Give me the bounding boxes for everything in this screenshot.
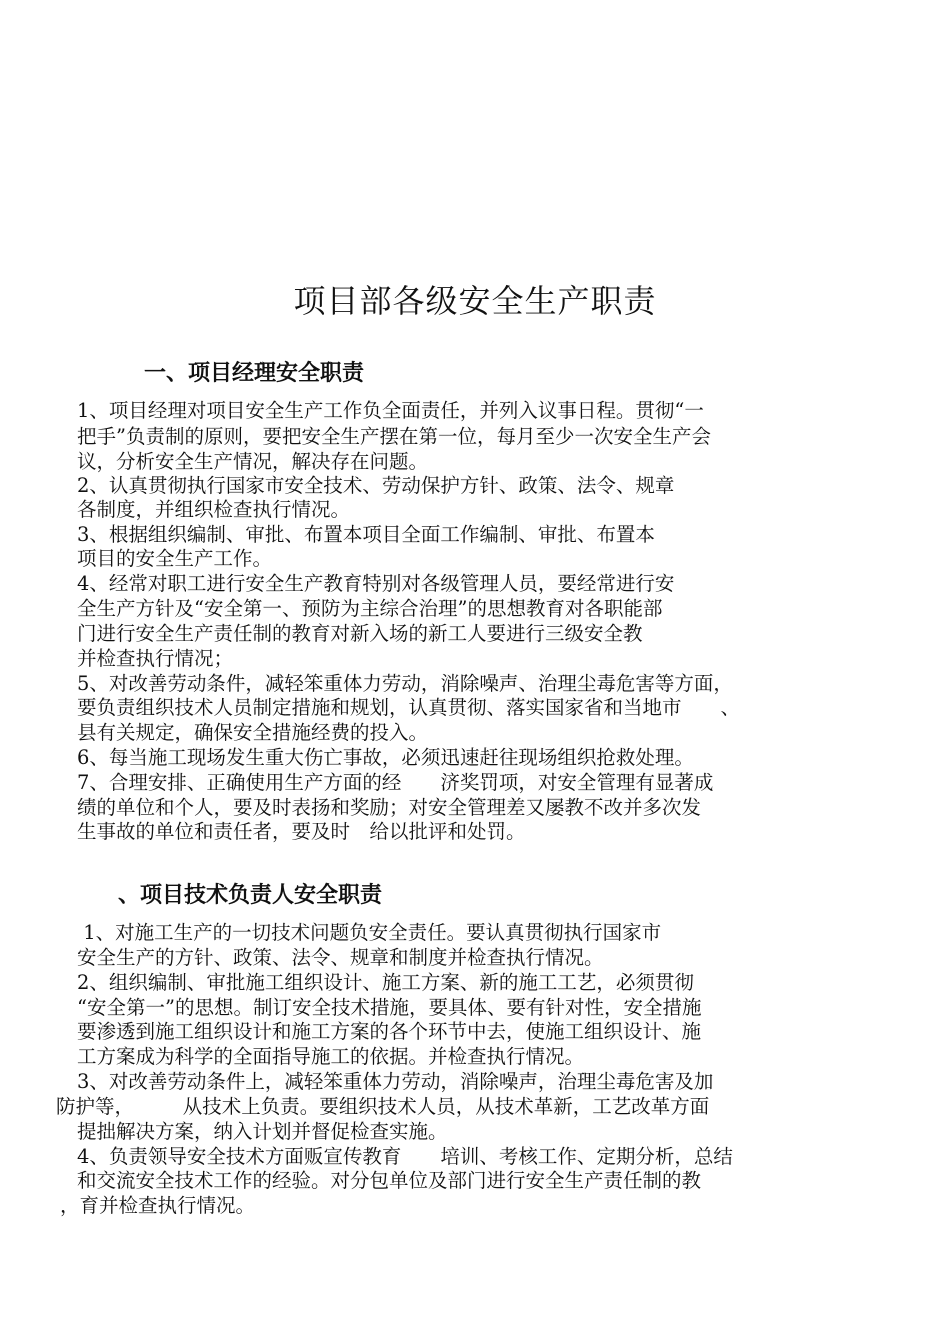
text-line: 各制度，并组织检查执行情况。 <box>77 498 351 521</box>
text-line: 门进行安全生产责任制的教育对新入场的新工人要进行三级安全教 <box>77 622 643 645</box>
text-line: 4、负责领导安全技术方面贩宣传教育 培训、考核工作、定期分析，总结 <box>77 1145 733 1168</box>
text-line: 1、对施工生产的一切技术问题负安全责任。要认真贯彻执行国家市 <box>77 921 662 944</box>
text-line: 县有关规定，确保安全措施经费的投入。 <box>77 721 429 744</box>
text-line: 项目的安全生产工作。 <box>77 547 273 570</box>
text-line: 6、每当施工现场发生重大伤亡事故，必须迅速赶往现场组织抢救处理。 <box>77 746 694 769</box>
text-line: ，育并检查执行情况。 <box>60 1194 256 1217</box>
text-line: 提拙解决方案，纳入计划并督促检查实施。 <box>77 1120 448 1143</box>
text-line: 2、认真贯彻执行国家市安全技术、劳动保护方针、政策、法令、规章 <box>77 474 675 497</box>
text-line: 生事故的单位和责任者，要及时 给以批评和处罚。 <box>77 820 526 843</box>
text-line: 把手”负责制的原则，要把安全生产摆在第一位，每月至少一次安全生产会 <box>77 425 711 448</box>
text-line: 2、组织编制、审批施工组织设计、施工方案、新的施工工艺，必须贯彻 <box>77 971 694 994</box>
text-line: “安全第一”的思想。制订安全技术措施，要具体、要有针对性，安全措施 <box>77 996 702 1019</box>
section-heading-technical-lead: 、项目技术负责人安全职责 <box>118 883 383 908</box>
text-line: 要负责组织技术人员制定措施和规划，认真贯彻、落实国家省和当地市 、 <box>77 696 741 719</box>
document-title: 项目部各级安全生产职责 <box>293 282 657 320</box>
text-line: 绩的单位和个人，要及时表扬和奖励；对安全管理差又屡教不改并多次发 <box>77 796 702 819</box>
text-line: 7、合理安排、正确使用生产方面的经 济奖罚项，对安全管理有显著成 <box>77 771 714 794</box>
text-line: 和交流安全技术工作的经验。对分包单位及部门进行安全生产责任制的教 <box>77 1169 702 1192</box>
text-line: 安全生产的方针、政策、法令、规章和制度并检查执行情况。 <box>77 946 604 969</box>
text-line: 1、项目经理对项目安全生产工作负全面责任，并列入议事日程。贯彻“一 <box>77 399 704 422</box>
text-line: 要渗透到施工组织设计和施工方案的各个环节中去，使施工组织设计、施 <box>77 1020 702 1043</box>
text-line: 防护等， 从技术上负责。要组织技术人员，从技术革新，工艺改革方面 <box>56 1095 710 1118</box>
text-line: 3、对改善劳动条件上，减轻笨重体力劳动，消除噪声，治理尘毒危害及加 <box>77 1070 714 1093</box>
text-line: 议，分析安全生产情况，解决存在问题。 <box>77 450 429 473</box>
text-line: 4、经常对职工进行安全生产教育特别对各级管理人员，要经常进行安 <box>77 572 675 595</box>
text-line: 并检查执行情况； <box>77 647 234 670</box>
text-line: 5、对改善劳动条件，减轻笨重体力劳动，消除噪声、治理尘毒危害等方面， <box>77 672 733 695</box>
text-line: 全生产方针及“安全第一、预防为主综合治理”的思想教育对各职能部 <box>77 597 663 620</box>
text-line: 3、根据组织编制、审批、布置本项目全面工作编制、审批、布置本 <box>77 523 655 546</box>
section-heading-project-manager: 一、项目经理安全职责 <box>144 361 365 386</box>
text-line: 工方案成为科学的全面指导施工的依据。并检查执行情况。 <box>77 1045 585 1068</box>
